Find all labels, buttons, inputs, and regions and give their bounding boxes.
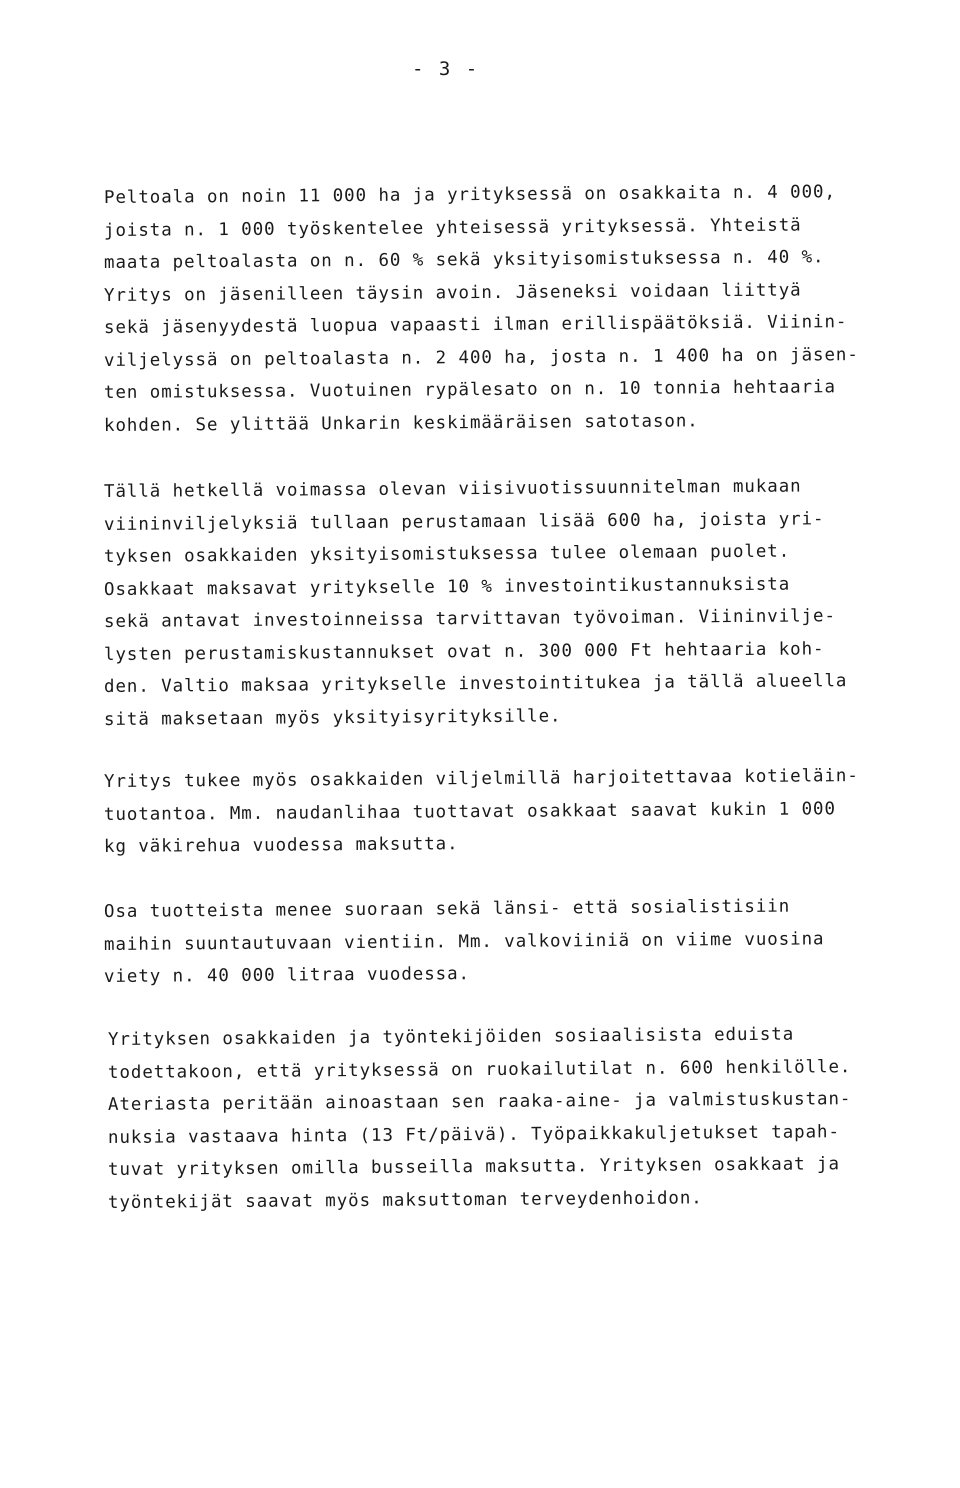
paragraph-land-area bbox=[104, 182, 944, 442]
text-line: maata peltoalasta on n. 60 % sekä yksityisomistuksessa n. 40 %. bbox=[103, 247, 825, 273]
text-line: viininviljelyksiä tullaan perustamaan lisää 600 ha, joista yri- bbox=[103, 508, 825, 535]
text-line: viljelyssä on peltoalasta n. 2 400 ha, josta n. 1 400 ha on jäsen- bbox=[103, 344, 859, 371]
paragraph-social-benefits bbox=[108, 1024, 948, 1219]
text-line: den. Valtio maksaa yritykselle investointitukea ja tällä alueella bbox=[103, 671, 848, 697]
text-line: Yritys on jäsenilleen täysin avoin. Jäseneksi voidaan liittyä bbox=[103, 280, 802, 306]
text-line: Yrityksen osakkaiden ja työntekijöiden sosiaalisista eduista bbox=[107, 1024, 795, 1050]
text-line: joista n. 1 000 työskentelee yhteisessä yrityksessä. Yhteistä bbox=[103, 215, 802, 241]
text-line: Peltoala on noin 11 000 ha ja yrityksessä on osakkaita n. 4 000, bbox=[103, 182, 836, 208]
text-line: lysten perustamiskustannukset ovat n. 300 000 Ft hehtaaria koh- bbox=[103, 638, 825, 665]
paragraph-exports bbox=[104, 896, 944, 994]
page-number: - 3 - bbox=[412, 58, 480, 80]
text-line: tuvat yrityksen omilla busseilla maksutta. Yrityksen osakkaat ja bbox=[107, 1154, 840, 1180]
text-line: tyksen osakkaiden yksityisomistuksessa tulee olemaan puolet. bbox=[103, 541, 791, 567]
paragraph-livestock bbox=[104, 766, 944, 864]
text-line: maihin suuntautuvaan vientiin. Mm. valkoviiniä on viime vuosina bbox=[103, 928, 825, 955]
paragraph-five-year-plan bbox=[104, 476, 944, 736]
text-line: työntekijät saavat myös maksuttoman terveydenhoidon. bbox=[107, 1187, 703, 1213]
text-line: Tällä hetkellä voimassa olevan viisivuotissuunnitelman mukaan bbox=[103, 476, 802, 502]
text-line: nuksia vastaava hinta (13 Ft/päivä). Työpaikkakuljetukset tapah- bbox=[107, 1121, 840, 1148]
text-line: Yritys tukee myös osakkaiden viljelmillä harjoitettavaa kotieläin- bbox=[103, 766, 859, 792]
text-line: Ateriasta peritään ainoastaan sen raaka-aine- ja valmistuskustan- bbox=[107, 1089, 852, 1115]
text-line: ten omistuksessa. Vuotuinen rypälesato on n. 10 tonnia hehtaaria bbox=[103, 377, 836, 403]
text-line: Osa tuotteista menee suoraan sekä länsi- että sosialistisiin bbox=[103, 896, 791, 922]
text-line: kg väkirehua vuodessa maksutta. bbox=[103, 834, 459, 857]
text-line: sitä maksetaan myös yksityisyrityksille. bbox=[103, 705, 562, 730]
text-line: tuotantoa. Mm. naudanlihaa tuottavat osakkaat saavat kukin 1 000 bbox=[103, 798, 836, 825]
text-line: viety n. 40 000 litraa vuodessa. bbox=[103, 964, 471, 987]
text-line: kohden. Se ylittää Unkarin keskimääräisen satotason. bbox=[103, 410, 699, 436]
text-line: sekä antavat investoinneissa tarvittavan työvoiman. Viininvilje- bbox=[103, 606, 836, 632]
text-line: todettakoon, että yrityksessä on ruokailutilat n. 600 henkilölle. bbox=[107, 1056, 852, 1083]
text-line: sekä jäsenyydestä luopua vapaasti ilman erillispäätöksiä. Viinin- bbox=[103, 312, 848, 338]
text-line: Osakkaat maksavat yritykselle 10 % investointikustannuksista bbox=[103, 574, 791, 600]
